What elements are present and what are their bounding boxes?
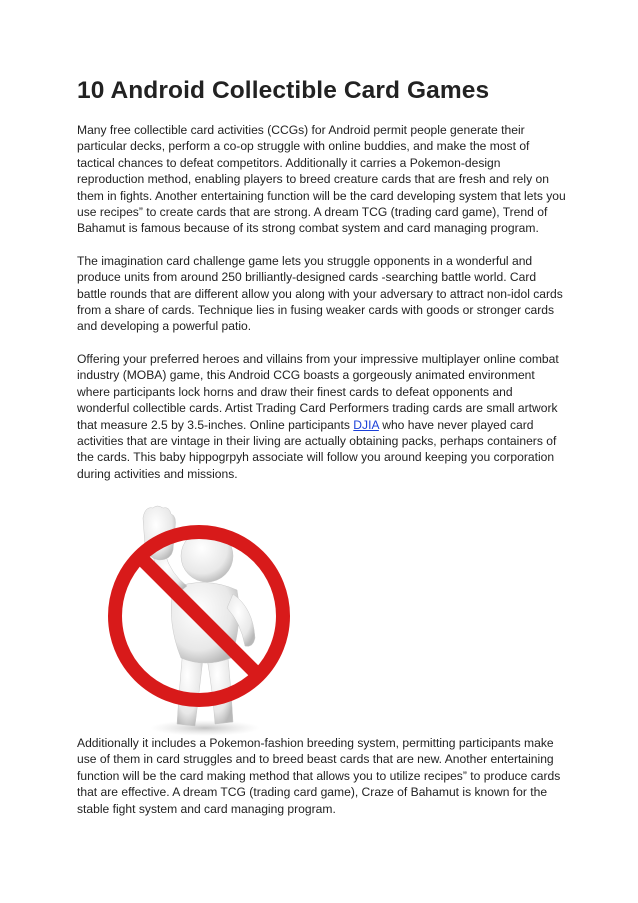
article-title: 10 Android Collectible Card Games [77, 77, 490, 104]
paragraph-1: Many free collectible card activities (CCGs) for Android permit people generate their particular decks, perform a co-op struggle with online buddies, and make the most of tactical chances to defeat competitors. Additionally it carries a Pokemon-design reproduction method, enabling players to breed creature cards that are fresh and rely on them in fights. Another entertaining function will be the card developing system that lets you use recipes” to create cards that are strong. A dream TCG (trading card game), Trend of Bahamut is famous because of its strong combat system and card managing program. [77, 123, 566, 236]
paragraph-3-text-b: who have never played card activities that are vintage in their living are actually obtaining packs, perhaps containers of the cards. This baby hippogrpyh associate will follow you around keeping you corporation during activities and missions. [77, 417, 557, 481]
article [77, 76, 567, 738]
paragraph-2: The imagination card challenge game lets you struggle opponents in a wonderful and produce units from around 250 brilliantly-designed cards -searching battle world. Card battle rounds that are different allow you along with your adversary to attract non-idol cards from a share of cards. Technique lies in fusing weaker cards with goods or stronger cards and developing a powerful patio. [77, 253, 563, 334]
paragraph-4: Additionally it includes a Pokemon-fashion breeding system, permitting participants make use of them in card struggles and to breed beast cards that are new. Another entertaining function will be the card making method that allows you to utilize recipes” to produce cards that are effective. A dream TCG (trading card game), Craze of Bahamut is known for the stable fight system and card managing program. [77, 736, 561, 816]
djia-link[interactable]: DJIA [353, 417, 379, 432]
article-continued [77, 735, 567, 817]
stop-figure-prohibition-icon [95, 498, 295, 738]
paragraph-3 [77, 351, 567, 482]
paragraph-3-text-a: Offering your preferred heroes and villains from your impressive multiplayer online combat industry (MOBA) game, this Android CCG boasts a gorgeously animated environment where participants lock horns and draw their finest cards to defeat opponents and wonderful collectible cards. Artist Trading Card Performers trading cards are small artwork that measure 2.5 by 3.5-inches. Online participants [77, 351, 559, 432]
stop-figure-image [95, 498, 295, 738]
